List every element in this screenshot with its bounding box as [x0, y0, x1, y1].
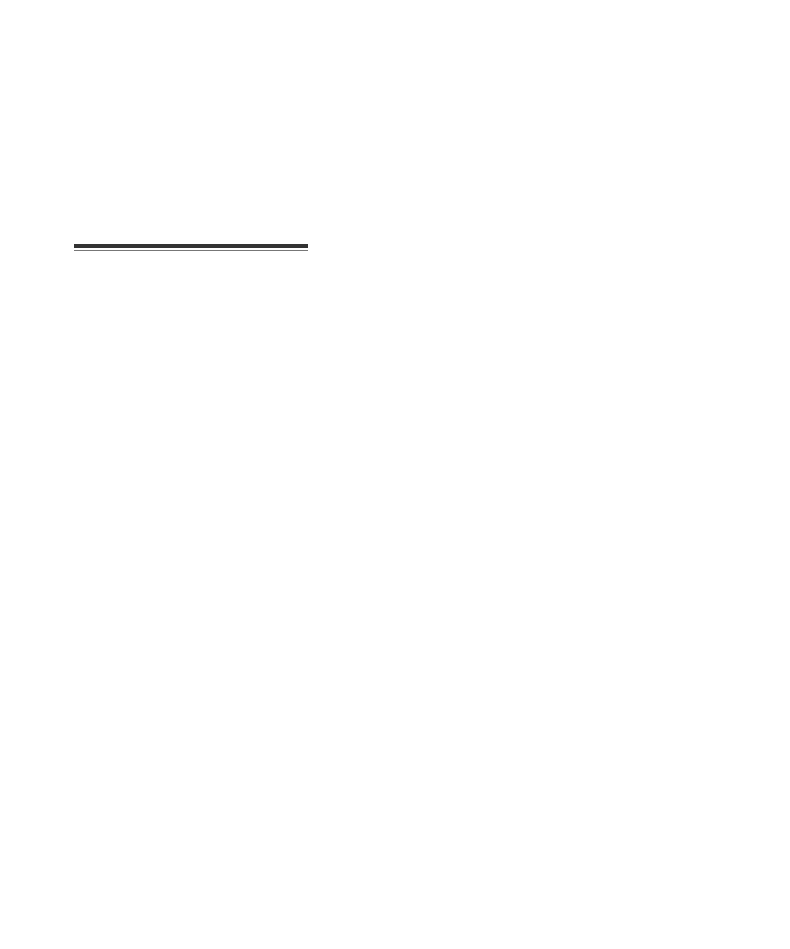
section-rule-thin — [74, 250, 308, 251]
section-rule — [74, 244, 308, 248]
